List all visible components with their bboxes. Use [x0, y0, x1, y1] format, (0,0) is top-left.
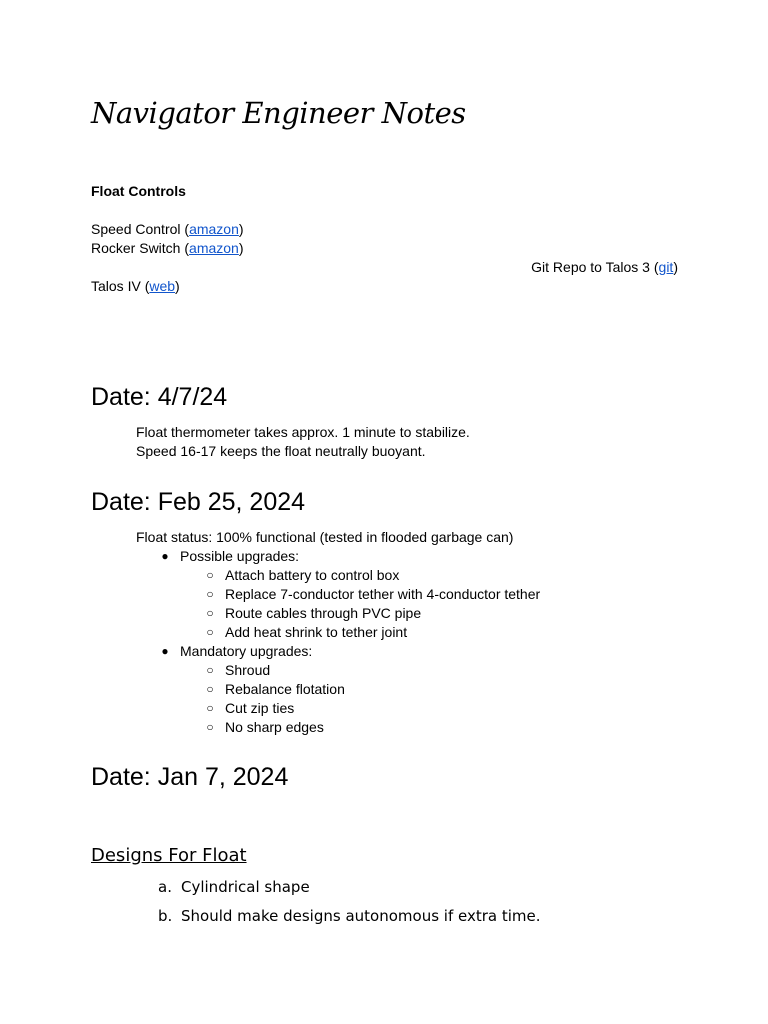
mandatory-upgrades-label: Mandatory upgrades: — [180, 643, 313, 659]
mandatory-upgrades-sublist — [158, 661, 718, 737]
list-item — [203, 680, 718, 699]
hollow-bullet-icon: ○ — [206, 568, 214, 582]
upgrades-list — [158, 547, 718, 737]
rocker-switch-amazon-link[interactable]: amazon — [189, 240, 239, 256]
speed-control-line — [91, 220, 244, 239]
hollow-bullet-icon: ○ — [206, 720, 214, 734]
talos-label: Talos IV ( — [91, 278, 150, 294]
list-item — [158, 878, 718, 907]
git-repo-line — [531, 258, 678, 277]
list-item-text: Cylindrical shape — [181, 878, 310, 896]
list-item — [158, 907, 718, 936]
paren-close: ) — [238, 221, 244, 237]
date-heading-2: Date: Feb 25, 2024 — [91, 488, 306, 516]
git-repo-link[interactable]: git — [658, 259, 674, 275]
hollow-bullet-icon: ○ — [206, 625, 214, 639]
list-item-text: Shroud — [225, 662, 271, 678]
list-item — [203, 566, 718, 585]
document-title: Navigator Engineer Notes — [91, 96, 466, 130]
hollow-bullet-icon: ○ — [206, 701, 214, 715]
possible-upgrades-sublist — [158, 566, 718, 642]
list-item — [203, 699, 718, 718]
speed-control-amazon-link[interactable]: amazon — [189, 221, 239, 237]
designs-heading: Designs For Float — [91, 845, 247, 866]
list-item — [203, 623, 718, 642]
paren-close: ) — [673, 259, 678, 275]
float-status: Float status: 100% functional (tested in flooded garbage can) — [136, 529, 514, 545]
designs-list — [158, 878, 718, 936]
list-item — [158, 547, 718, 566]
rocker-switch-line — [91, 239, 244, 258]
entry-1-line-1: Float thermometer takes approx. 1 minute to stabilize. — [136, 424, 470, 440]
hollow-bullet-icon: ○ — [206, 663, 214, 677]
bullet-icon: ● — [161, 549, 169, 563]
list-item-text: Attach battery to control box — [225, 567, 400, 583]
rocker-switch-label: Rocker Switch ( — [91, 240, 190, 256]
list-marker: b. — [158, 907, 173, 925]
list-item-text: Route cables through PVC pipe — [225, 605, 422, 621]
hollow-bullet-icon: ○ — [206, 587, 214, 601]
entry-1-line-2: Speed 16-17 keeps the float neutrally buoyant. — [136, 443, 426, 459]
list-item-text: Replace 7-conductor tether with 4-conductor tether — [225, 586, 541, 602]
list-item-text: Cut zip ties — [225, 700, 295, 716]
list-item-text: Add heat shrink to tether joint — [225, 624, 408, 640]
list-marker: a. — [158, 878, 172, 896]
list-item — [203, 604, 718, 623]
git-repo-label: Git Repo to Talos 3 ( — [531, 259, 659, 275]
list-item-text: Should make designs autonomous if extra time. — [181, 907, 541, 925]
talos-web-link[interactable]: web — [149, 278, 176, 294]
float-controls-heading: Float Controls — [91, 183, 186, 199]
bullet-icon: ● — [161, 644, 169, 658]
list-item — [203, 585, 718, 604]
list-item — [158, 642, 718, 661]
list-item-text: No sharp edges — [225, 719, 324, 735]
hollow-bullet-icon: ○ — [206, 606, 214, 620]
talos-line — [91, 277, 180, 296]
paren-close: ) — [175, 278, 180, 294]
date-heading-3: Date: Jan 7, 2024 — [91, 763, 289, 791]
list-item — [203, 718, 718, 737]
list-item-text: Rebalance flotation — [225, 681, 345, 697]
paren-close: ) — [238, 240, 244, 256]
hollow-bullet-icon: ○ — [206, 682, 214, 696]
speed-control-label: Speed Control ( — [91, 221, 190, 237]
list-item — [203, 661, 718, 680]
date-heading-1: Date: 4/7/24 — [91, 383, 228, 411]
possible-upgrades-label: Possible upgrades: — [180, 548, 300, 564]
